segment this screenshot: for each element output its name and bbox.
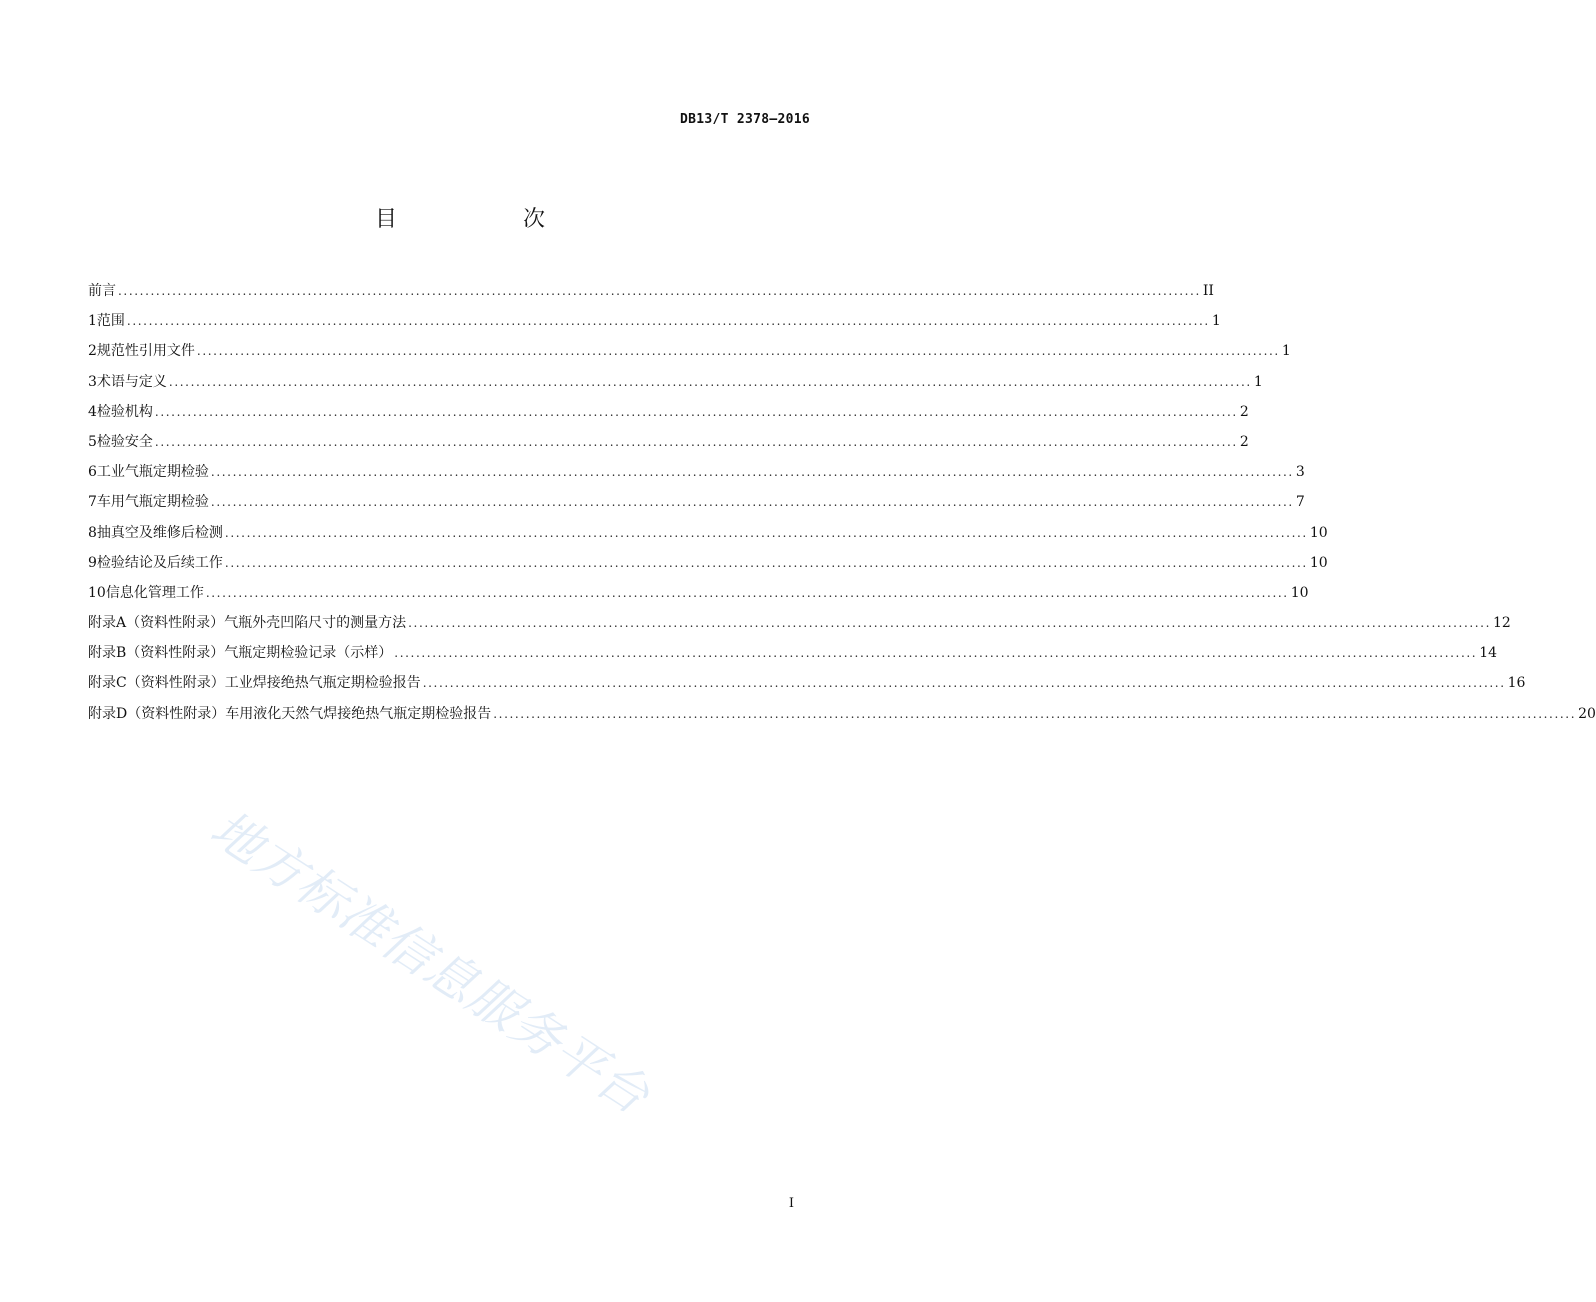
toc-label: 术语与定义	[96, 373, 167, 390]
toc-entry-3[interactable]	[88, 367, 1263, 397]
toc-page-number: 1	[1211, 313, 1221, 330]
toc-number: 1	[88, 313, 97, 330]
toc-entry-5[interactable]	[88, 427, 1249, 457]
toc-page-number: 2	[1239, 403, 1249, 420]
toc-label: 气瓶定期检验记录（示样）	[224, 645, 393, 662]
toc-number: 6	[88, 464, 97, 481]
toc-number: 3	[88, 373, 97, 390]
page-number: I	[788, 1196, 794, 1211]
toc-label: 车用气瓶定期检验	[96, 494, 209, 511]
toc-label: 前言	[88, 283, 116, 299]
toc-label: 抽真空及维修后检测	[96, 524, 223, 541]
table-of-contents	[88, 276, 1596, 729]
toc-page-number: 2	[1239, 433, 1249, 450]
toc-page-number: 12	[1493, 615, 1511, 632]
toc-label: 工业焊接绝热气瓶定期检验报告	[224, 675, 421, 692]
toc-label: 检验安全	[96, 433, 153, 450]
toc-number: 附录D（资料性附录）	[88, 705, 226, 722]
toc-leader-dots: ........................................................................................................................................................................................................	[196, 344, 1280, 359]
toc-number: 7	[88, 494, 97, 511]
toc-page-number: 7	[1295, 494, 1305, 511]
toc-page-number: 10	[1309, 524, 1328, 541]
toc-leader-dots: ........................................................................................................................................................................................................	[422, 676, 1506, 691]
toc-entry-appendix-b[interactable]	[88, 638, 1498, 668]
toc-leader-dots: ........................................................................................................................................................................................................	[154, 434, 1238, 449]
toc-entry-7[interactable]	[88, 487, 1305, 517]
toc-leader-dots: ........................................................................................................................................................................................................	[168, 374, 1252, 389]
toc-leader-dots: ........................................................................................................................................................................................................	[126, 314, 1210, 329]
toc-label: 车用液化天然气焊接绝热气瓶定期检验报告	[225, 705, 492, 722]
toc-number: 附录A（资料性附录）	[88, 615, 225, 632]
toc-leader-dots: ........................................................................................................................................................................................................	[493, 706, 1577, 721]
toc-page-number: 1	[1281, 343, 1291, 360]
toc-entry-8[interactable]	[88, 518, 1328, 548]
toc-leader-dots: ........................................................................................................................................................................................................	[224, 555, 1308, 570]
toc-entry-10[interactable]	[88, 578, 1309, 608]
toc-page-number: 14	[1479, 645, 1498, 662]
page-title: 目 次	[374, 207, 597, 232]
toc-number: 附录C（资料性附录）	[88, 675, 225, 692]
toc-leader-dots: ........................................................................................................................................................................................................	[205, 585, 1289, 600]
toc-label: 信息化管理工作	[105, 584, 204, 601]
toc-page-number: 3	[1295, 464, 1305, 481]
toc-label: 气瓶外壳凹陷尺寸的测量方法	[224, 615, 407, 632]
toc-entry-4[interactable]	[88, 397, 1249, 427]
toc-leader-dots: ........................................................................................................................................................................................................	[394, 646, 1478, 661]
toc-label: 范围	[96, 313, 125, 330]
watermark-text: 地方标准信息服务平台	[200, 799, 660, 1126]
document-code: DB13/T 2378—2016	[679, 112, 810, 127]
toc-label: 检验机构	[96, 403, 153, 420]
toc-leader-dots: ........................................................................................................................................................................................................	[224, 525, 1308, 540]
toc-number: 5	[88, 433, 97, 450]
toc-label: 工业气瓶定期检验	[96, 464, 209, 481]
toc-number: 附录B（资料性附录）	[88, 645, 225, 662]
toc-leader-dots: ........................................................................................................................................................................................................	[154, 404, 1238, 419]
toc-page-number: 20	[1578, 705, 1596, 722]
toc-entry-2[interactable]	[88, 336, 1291, 366]
toc-number: 10	[88, 584, 106, 601]
toc-entry-appendix-c[interactable]	[88, 668, 1526, 698]
toc-label: 检验结论及后续工作	[96, 554, 223, 571]
toc-entry-9[interactable]	[88, 548, 1328, 578]
toc-number: 4	[88, 403, 97, 420]
toc-page-number: II	[1202, 283, 1214, 299]
toc-leader-dots: ........................................................................................................................................................................................................	[408, 616, 1492, 631]
toc-page-number: 10	[1290, 584, 1309, 601]
toc-entry-6[interactable]	[88, 457, 1305, 487]
toc-leader-dots: ........................................................................................................................................................................................................	[210, 465, 1294, 480]
toc-leader-dots: ........................................................................................................................................................................................................	[118, 284, 1201, 298]
toc-entry-foreword[interactable]	[88, 276, 1214, 306]
toc-label: 规范性引用文件	[96, 343, 195, 360]
toc-number: 8	[88, 524, 97, 541]
toc-page-number: 16	[1507, 675, 1526, 692]
toc-number: 9	[88, 554, 97, 571]
toc-entry-1[interactable]	[88, 306, 1221, 336]
toc-page-number: 1	[1253, 373, 1263, 390]
toc-entry-appendix-d[interactable]	[88, 699, 1596, 729]
toc-entry-appendix-a[interactable]	[88, 608, 1511, 638]
toc-number: 2	[88, 343, 97, 360]
toc-page-number: 10	[1309, 554, 1328, 571]
toc-leader-dots: ........................................................................................................................................................................................................	[210, 495, 1294, 510]
